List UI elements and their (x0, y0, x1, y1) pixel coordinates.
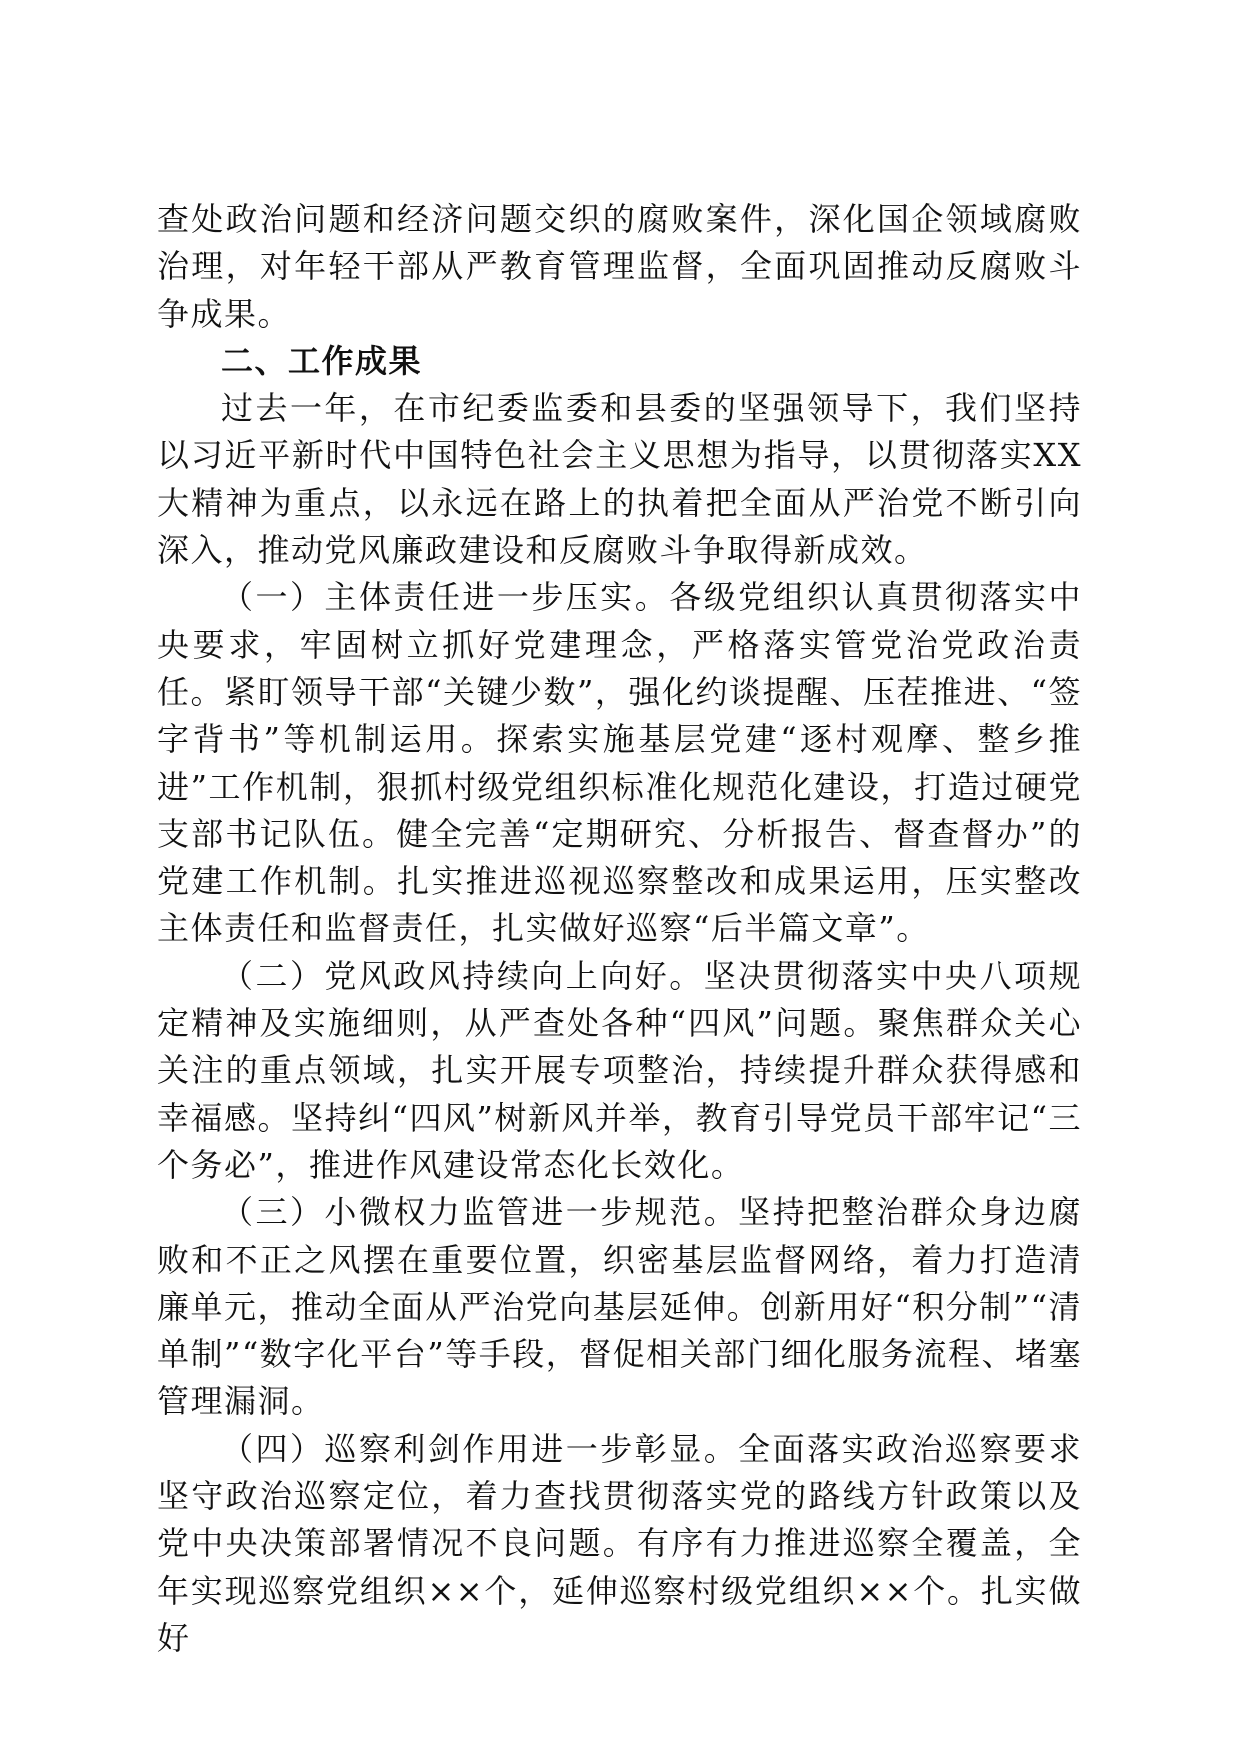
paragraph-item-1: （一）主体责任进一步压实。各级党组织认真贯彻落实中央要求，牢固树立抓好党建理念，严格落实管党治党政治责任。紧盯领导干部“关键少数”，强化约谈提醒、压茬推进、“签字背书”等机制运用。探索实施基层党建“逐村观摩、整乡推进”工作机制，狠抓村级党组织标准化规范化建设，打造过硬党支部书记队伍。健全完善“定期研究、分析报告、督查督办”的党建工作机制。扎实推进巡视巡察整改和成果运用，压实整改主体责任和监督责任，扎实做好巡察“后半篇文章”。 (157, 578, 1082, 948)
paragraph-intro: 过去一年，在市纪委监委和县委的坚强领导下，我们坚持以习近平新时代中国特色社会主义思想为指导，以贯彻落实XX大精神为重点，以永远在路上的执着把全面从严治党不断引向深入，推动党风廉政建设和反腐败斗争取得新成效。 (157, 389, 1082, 570)
document-body (157, 196, 1082, 1662)
section-heading: 二、工作成果 (221, 341, 423, 380)
paragraph-item-2: （二）党风政风持续向上向好。坚决贯彻落实中央八项规定精神及实施细则，从严查处各种“四风”问题。聚焦群众关心关注的重点领域，扎实开展专项整治，持续提升群众获得感和幸福感。坚持纠“四风”树新风并举，教育引导党员干部牢记“三个务必”，推进作风建设常态化长效化。 (157, 956, 1082, 1184)
paragraph-continuation: 查处政治问题和经济问题交织的腐败案件，深化国企领域腐败治理，对年轻干部从严教育管理监督，全面巩固推动反腐败斗争成果。 (157, 200, 1082, 333)
paragraph-item-4: （四）巡察利剑作用进一步彰显。全面落实政治巡察要求坚守政治巡察定位，着力查找贯彻落实党的路线方针政策以及党中央决策部署情况不良问题。有序有力推进巡察全覆盖，全年实现巡察党组织××个，延伸巡察村级党组织××个。扎实做好 (157, 1429, 1082, 1657)
paragraph-item-3: （三）小微权力监管进一步规范。坚持把整治群众身边腐败和不正之风摆在重要位置，织密基层监督网络，着力打造清廉单元，推动全面从严治党向基层延伸。创新用好“积分制”“清单制”“数字化平台”等手段，督促相关部门细化服务流程、堵塞管理漏洞。 (157, 1193, 1082, 1421)
